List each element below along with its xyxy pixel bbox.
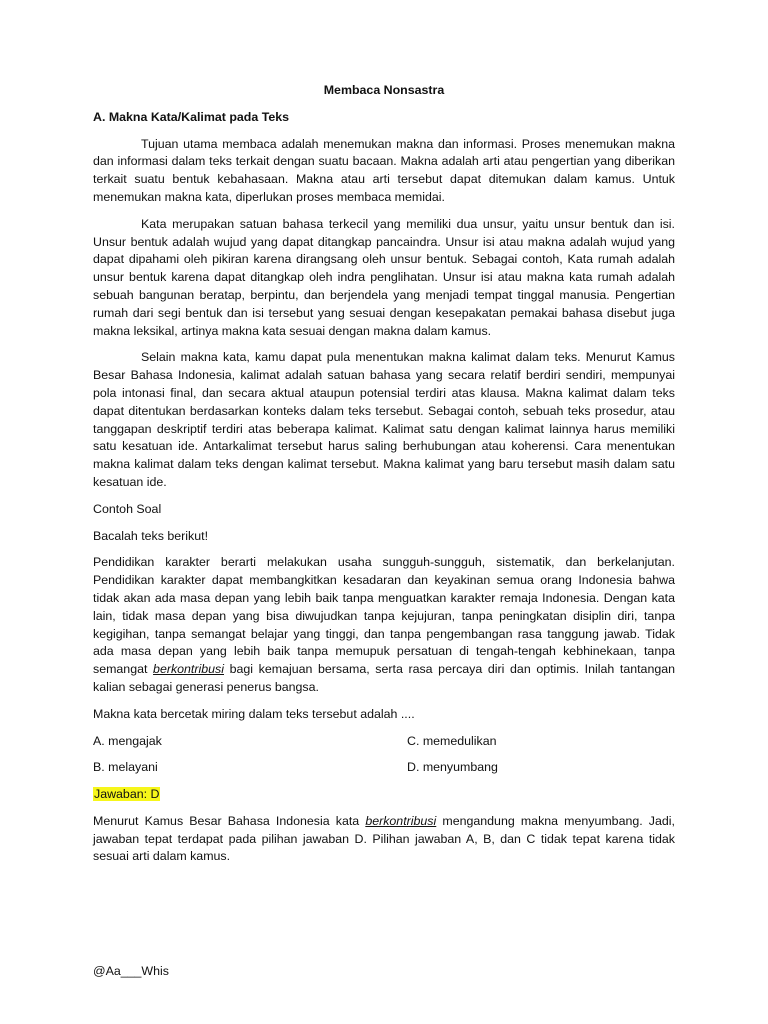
answer-line bbox=[93, 786, 675, 804]
explanation-emphasized-word: berkontribusi bbox=[365, 813, 437, 828]
section-heading: A. Makna Kata/Kalimat pada Teks bbox=[93, 109, 290, 124]
passage bbox=[93, 554, 675, 696]
document-page bbox=[93, 82, 675, 875]
option-b: B. melayani bbox=[93, 760, 158, 775]
explanation-text-after: mengandung makna menyumbang. Jadi, jawaban tepat terdapat pada pilihan jawaban D. Pilihan jawaban A, B, dan C tidak tepat karena tidak sesuai arti dalam kamus. bbox=[93, 813, 675, 864]
page-title: Membaca Nonsastra bbox=[323, 83, 445, 97]
explanation bbox=[93, 813, 675, 866]
answer-highlight: Jawaban: D bbox=[94, 787, 160, 802]
paragraph-2: Kata merupakan satuan bahasa terkecil yang memiliki dua unsur, yaitu unsur bentuk dan isi. Unsur bentuk adalah wujud yang dapat ditangkap pancaindra. Unsur isi atau makna adalah wujud yang dapat dipahami oleh pikiran karena dirangsang oleh unsur bentuk. Sebagai contoh, Kata rumah adalah unsur bentuk karena dapat ditangkap oleh indra penglihatan. Unsur isi atau makna kata rumah adalah sebuah bangunan beratap, berpintu, dan berjendela yang menjadi tempat tinggal manusia. Pengertian rumah dari segi bentuk dan isi tersebut yang sesuai dengan kesepakatan pemakai bahasa disebut juga makna leksikal, artinya makna kata sesuai dengan makna dalam kamus. bbox=[93, 216, 675, 338]
question: Makna kata bercetak miring dalam teks tersebut adalah .... bbox=[93, 706, 415, 721]
emphasized-word: berkontribusi bbox=[153, 662, 224, 677]
option-a: A. mengajak bbox=[93, 733, 162, 748]
option-d: D. menyumbang bbox=[407, 760, 498, 775]
explanation-text-before: Menurut Kamus Besar Bahasa Indonesia kata bbox=[93, 813, 366, 828]
paragraph-1: Tujuan utama membaca adalah menemukan makna dan informasi. Proses menemukan makna dan informasi dalam teks terkait dengan suatu bacaan. Makna adalah arti atau pengertian yang diberikan terkait suatu bentuk kebahasaan. Makna atau arti tersebut dapat ditemukan dalam kamus. Untuk menemukan makna kata, diperlukan proses membaca memidai. bbox=[93, 136, 675, 204]
answer-options bbox=[93, 733, 675, 778]
footer-handle: @Aa___Whis bbox=[93, 964, 169, 978]
passage-text-after: bagi kemajuan bersama, serta rasa percaya diri dan optimis. Inilah tantangan kalian sebagai generasi penerus bangsa. bbox=[93, 662, 676, 694]
paragraph-3: Selain makna kata, kamu dapat pula menentukan makna kalimat dalam teks. Menurut Kamus Besar Bahasa Indonesia, kalimat adalah satuan bahasa yang secara relatif berdiri sendiri, mempunyai pola intonasi final, dan secara aktual ataupun potensial terdiri atas klausa. Makna kalimat dalam teks dapat ditentukan berdasarkan konteks dalam teks tersebut. Sebagai contoh, sebuah teks prosedur, atau tanggapan deskriptif terdiri atas beberapa kalimat. Kalimat satu dengan kalimat lainnya harus memiliki satu kesatuan ide. Antarkalimat tersebut harus saling berhubungan atau koherensi. Cara menentukan makna kalimat dalam teks dengan kalimat tersebut. Makna kalimat yang baru tersebut masih dalam satu kesatuan ide. bbox=[93, 350, 675, 489]
passage-text-before: Pendidikan karakter berarti melakukan usaha sungguh-sungguh, sistematik, dan berkelanjutan. Pendidikan karakter dapat membangkitkan kesadaran dan keyakinan semua orang Indonesia bahwa tidak akan ada masa depan yang lebih baik tanpa menguatkan karakter remaja Indonesia. Dengan kata lain, tidak masa depan yang bisa diwujudkan tanpa kejujuran, tanpa peningkatan disiplin diri, tanpa kegigihan, tanpa semangat belajar yang tinggi, dan tanpa pengembangan rasa tanggung jawab. Tidak ada masa depan yang lebih baik tanpa memupuk persatuan di tengah-tengah kebhinekaan, tanpa semangat bbox=[93, 555, 675, 677]
example-label: Contoh Soal bbox=[93, 501, 162, 516]
instruction: Bacalah teks berikut! bbox=[93, 528, 209, 543]
option-c: C. memedulikan bbox=[407, 733, 497, 748]
